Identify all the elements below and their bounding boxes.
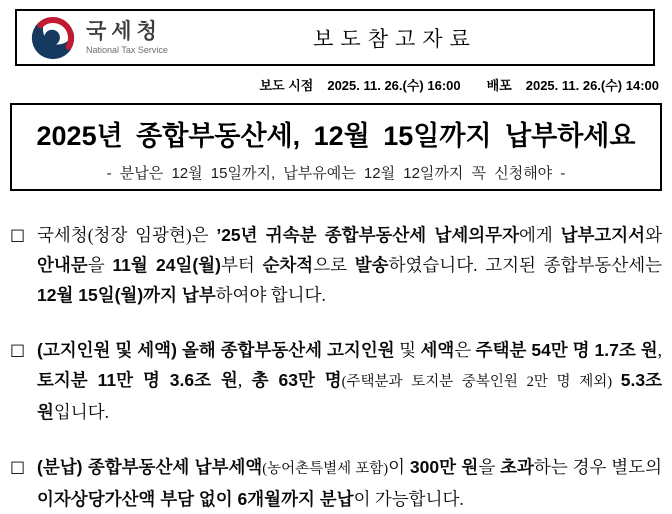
paragraph-installment: [10, 452, 662, 514]
text-run: 으로: [313, 255, 355, 275]
text-run: (고지인원 및 세액) 올해 종합부동산세 고지인원: [37, 340, 395, 360]
doc-type-label: 보도참고자료: [313, 26, 477, 51]
body-section: [10, 220, 662, 514]
text-run: 11월 24일(월): [112, 255, 221, 275]
text-run: ,: [657, 340, 662, 360]
text-run: 안내문: [37, 255, 88, 275]
text-run: 에게: [518, 225, 561, 245]
org-name: 국세청: [86, 19, 162, 43]
text-run: (분납) 종합부동산세 납부세액: [37, 457, 263, 477]
release-time-value: 2025. 11. 26.(수) 16:00: [327, 78, 461, 93]
text-run: 및: [394, 340, 421, 360]
text-run: 을: [478, 457, 501, 477]
text-run: ,: [237, 370, 252, 390]
text-run: ’25년 귀속분 종합부동산세 납세의무자: [216, 225, 519, 245]
text-run: 하여야 합니다.: [215, 285, 326, 305]
text-run: 세액: [420, 340, 455, 360]
text-run: 12월 15일(월)까지 납부: [37, 285, 216, 305]
text-run: 입니다.: [53, 402, 109, 422]
press-header-box: [15, 9, 655, 66]
text-run: (농어촌특별세 포함): [262, 461, 389, 477]
agency-logo: [17, 15, 197, 61]
press-schedule-row: [259, 75, 659, 94]
text-run: 발송: [354, 255, 389, 275]
government-emblem-icon: [30, 15, 76, 61]
text-run: 부터: [220, 255, 263, 275]
text-run: 이: [388, 457, 410, 477]
headline-subtitle: - 분납은 12월 15일까지, 납부유예는 12월 12일까지 꼭 신청해야 -: [106, 165, 566, 182]
text-run: 초과: [500, 457, 534, 477]
headline-title: 2025년 종합부동산세, 12월 15일까지 납부하세요: [36, 121, 636, 151]
release-time-label: 보도 시점: [259, 78, 314, 93]
paragraph-tax-amounts: [10, 335, 662, 427]
text-run: 300만 원: [409, 457, 479, 477]
text-run: (주택분과 토지분 중복인원 2만 명 제외): [341, 374, 621, 390]
paragraph-text: [37, 457, 662, 509]
text-run: 순차적: [262, 255, 314, 275]
org-name-english: National Tax Service: [86, 45, 168, 56]
text-run: 납부고지서: [560, 225, 646, 245]
bullet-square-icon: □: [10, 457, 26, 476]
org-text-block: [86, 20, 168, 55]
headline-box: [10, 103, 662, 191]
distribute-label: 배포: [486, 78, 512, 93]
paragraph-text: [37, 225, 662, 305]
bullet-square-icon: □: [10, 225, 26, 244]
bullet-square-icon: □: [10, 340, 26, 359]
text-run: 하는 경우 별도의: [533, 457, 663, 477]
paragraph-notice-send: [10, 220, 662, 310]
text-run: 이 가능합니다.: [353, 489, 464, 509]
text-run: 주택분 54만 명 1.7조 원: [475, 340, 658, 360]
text-run: 와: [645, 225, 662, 245]
text-run: 5.3조 원: [37, 370, 662, 422]
text-run: 을: [87, 255, 113, 275]
text-run: 총 63만 명: [251, 370, 342, 390]
paragraph-text: [37, 340, 662, 422]
text-run: 은: [454, 340, 476, 360]
distribute-value: 2025. 11. 26.(수) 14:00: [525, 78, 659, 93]
text-run: 국세청(청장 임광현)은: [37, 225, 217, 245]
text-run: 토지분 11만 명 3.6조 원: [37, 370, 238, 390]
text-run: 이자상당가산액 부담 없이 6개월까지 분납: [37, 489, 354, 509]
text-run: 하였습니다. 고지된 종합부동산세는: [388, 255, 663, 275]
